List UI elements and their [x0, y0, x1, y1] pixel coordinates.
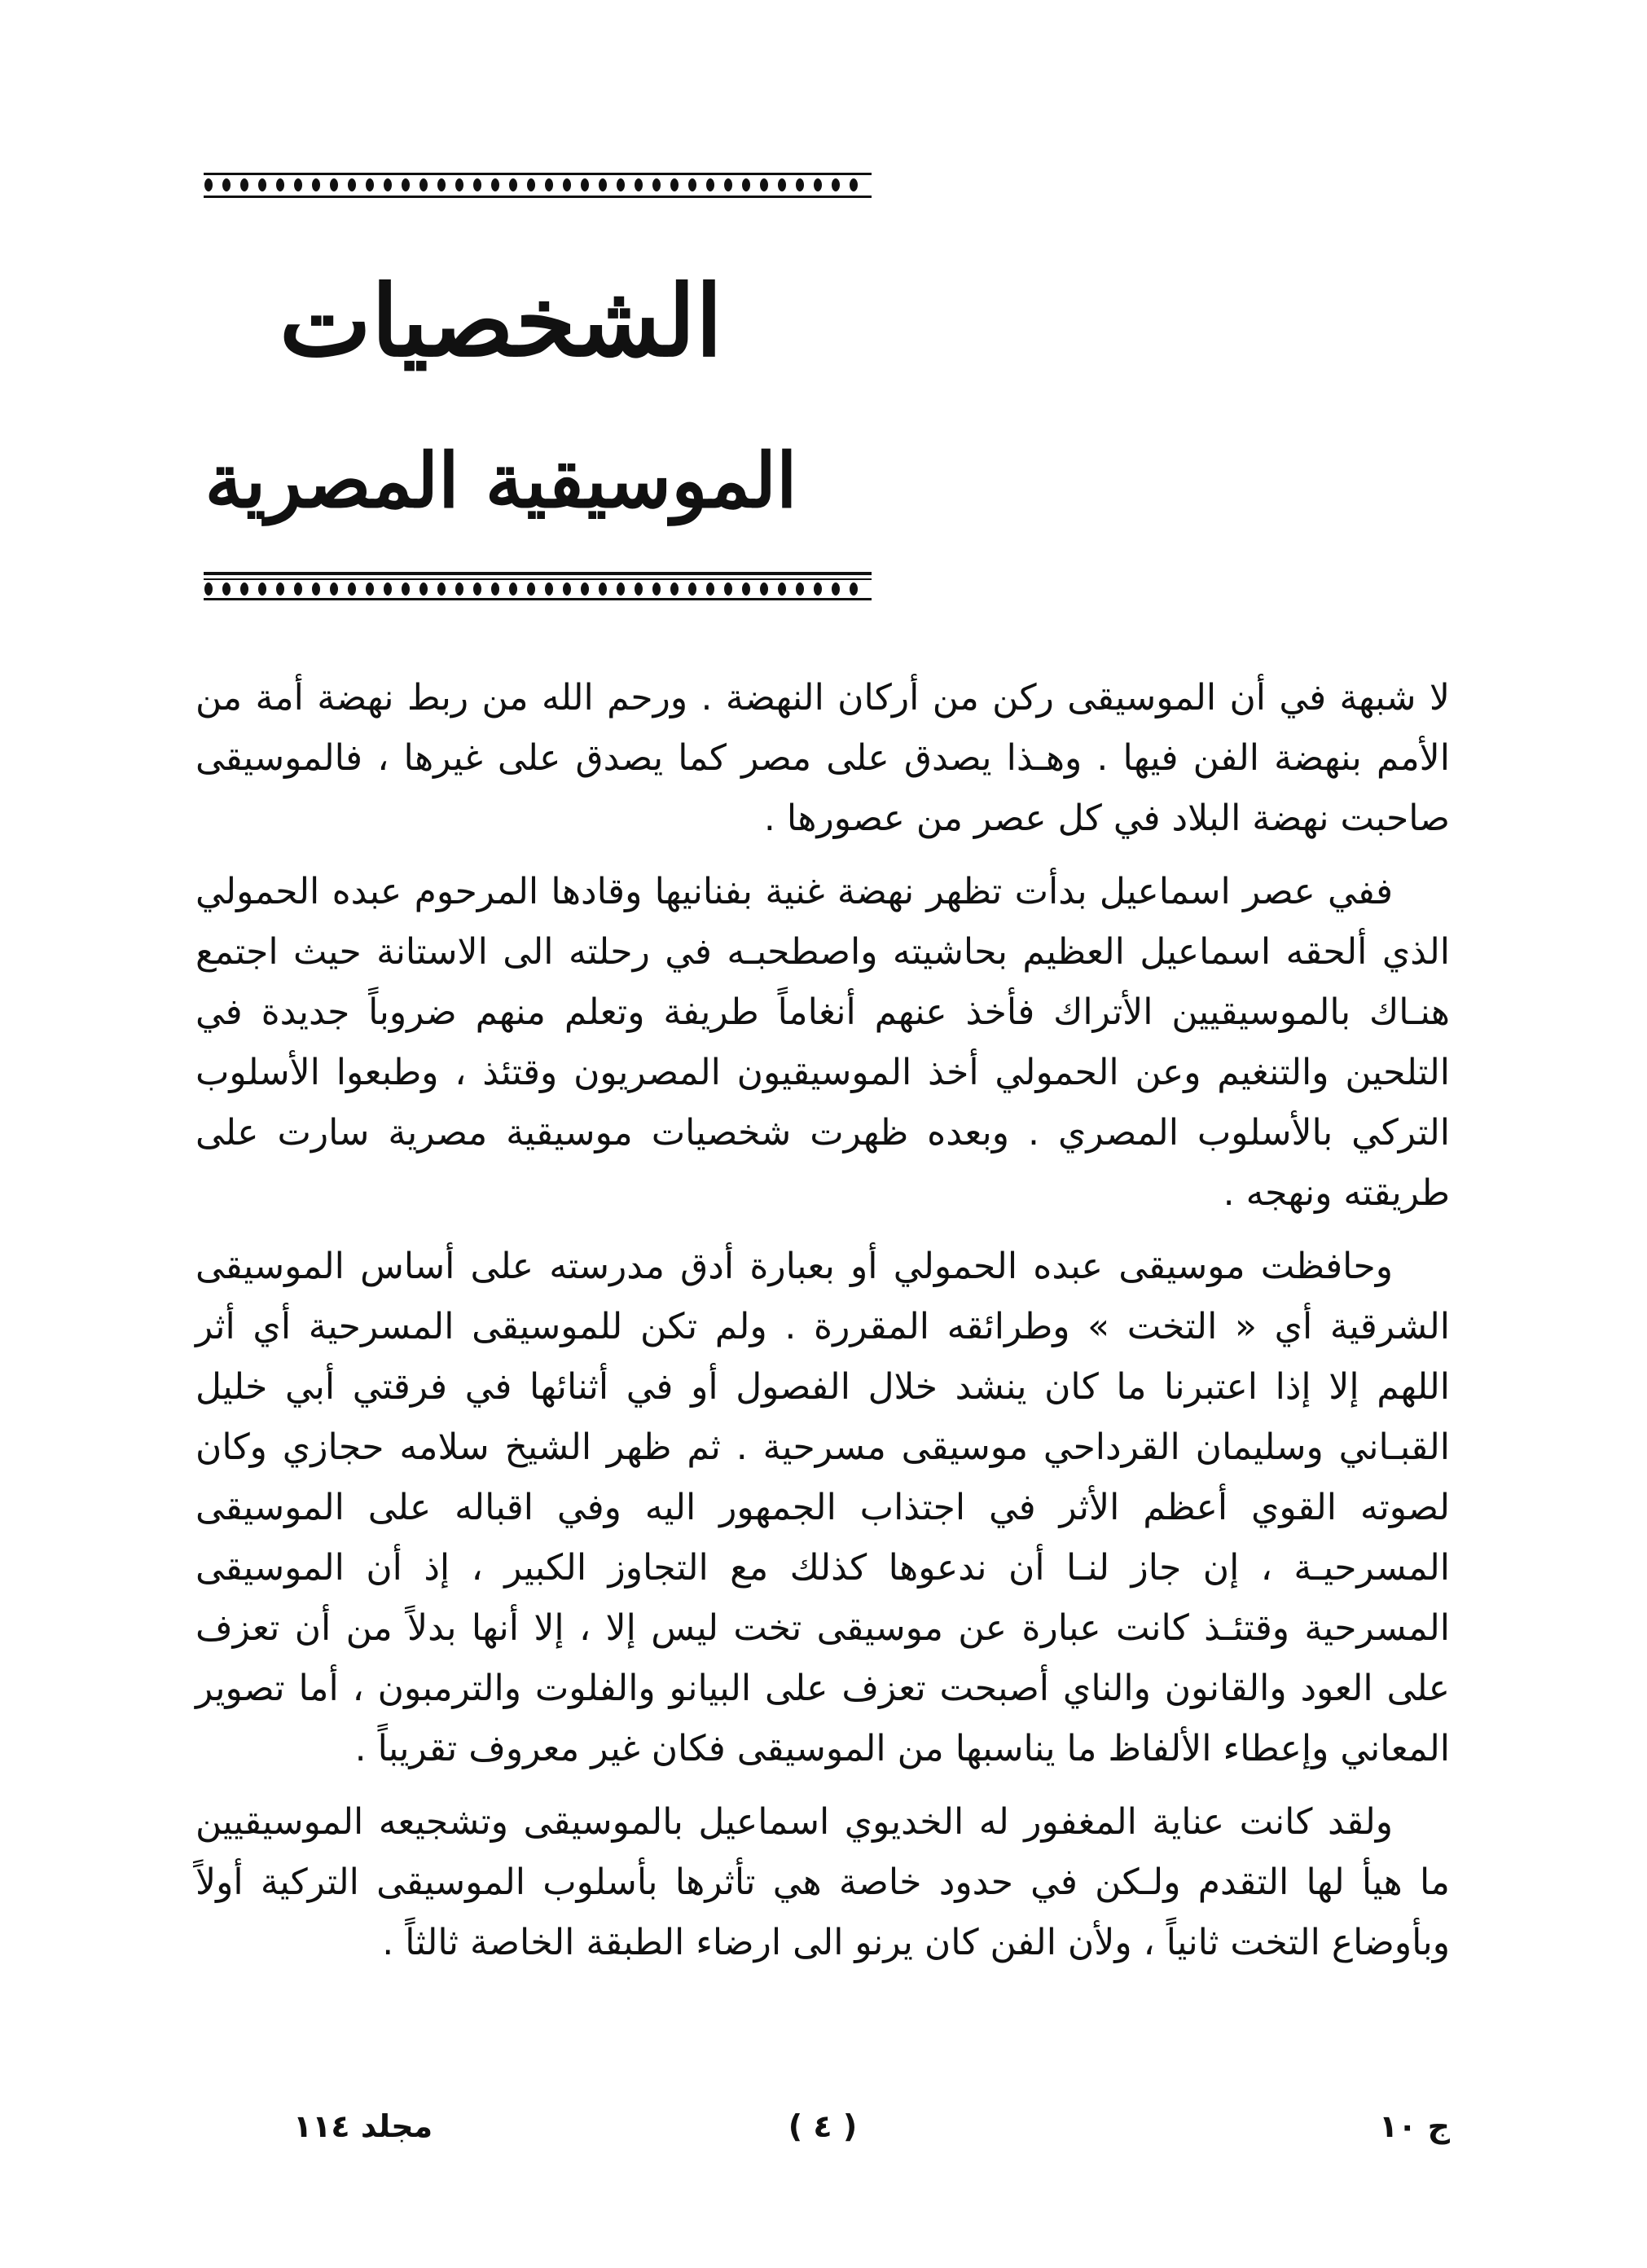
ornament-dot — [814, 582, 822, 596]
ornament-dot — [581, 178, 589, 191]
ornament-dot — [473, 178, 481, 191]
paragraph: ففي عصر اسماعيل بدأت تظهر نهضة غنية بفنانيها وقادها المرحوم عبده الحمولي الذي ألحقه اسماعيل العظيم بحاشيته واصطحبـه في رحلته الى الاستانة حيث اجتمع هنـاك بالموسيقيين الأتراك فأخذ عنهم أنغاماً طريفة وتعلم منهم ضروباً جديدة في التلحين والتنغيم وعن الحمولي أخذ الموسيقيون المصريون وقتئذ ، وطبعوا الأسلوب التركي بالأسلوب المصري . وبعده ظهرت شخصيات موسيقية مصرية سارت على طريقته ونهجه . — [195, 871, 1450, 1214]
ornament-dot — [617, 582, 625, 596]
ornament-dot — [258, 178, 266, 191]
ornament-dot — [276, 582, 284, 596]
ornament-dot — [473, 582, 481, 596]
ornament-dot — [635, 582, 643, 596]
ornament-dot — [652, 582, 661, 596]
ornament-dot — [348, 178, 356, 191]
ornament-dot — [240, 582, 248, 596]
ornament-dot — [366, 582, 374, 596]
ornament-dot — [402, 178, 410, 191]
ornament-dot — [814, 178, 822, 191]
top-ornament-rule — [204, 169, 872, 202]
ornament-dot — [832, 582, 840, 596]
ornament-dot — [724, 178, 732, 191]
ornament-dot — [760, 178, 768, 191]
page-number: ( ٤ ) — [788, 2108, 858, 2144]
ornament-dot — [491, 582, 499, 596]
ornament-dot — [312, 582, 320, 596]
ornament-dot — [724, 582, 732, 596]
ornament-dot — [796, 582, 804, 596]
ornament-dot — [455, 582, 463, 596]
ornament-dot — [312, 178, 320, 191]
ornament-dot — [850, 178, 858, 191]
ornament-dot — [402, 582, 410, 596]
ornament-dot — [850, 582, 858, 596]
paragraph: ولقد كانت عناية المغفور له الخديوي اسماعيل بالموسيقى وتشجيعه الموسيقيين ما هيأ لها التقدم ولـكن في حدود خاصة هي تأثرها بأسلوب الموسيقى التركية أولاً وبأوضاع التخت ثانياً ، ولأن الفن كان يرنو الى ارضاء الطبقة الخاصة ثالثاً . — [195, 1801, 1450, 1963]
page-title: الشخصيات — [279, 264, 723, 379]
ornament-dot — [581, 582, 589, 596]
ornament-dot — [617, 178, 625, 191]
ornament-dot — [222, 582, 231, 596]
ornament-dot — [545, 582, 553, 596]
ornament-dot — [527, 178, 535, 191]
ornament-dot — [706, 582, 714, 596]
ornament-dot — [419, 178, 428, 191]
ornament-dot — [635, 178, 643, 191]
ornament-dot — [509, 582, 517, 596]
volume-number: مجلد ١١٤ — [293, 2108, 433, 2144]
ornament-dot — [491, 178, 499, 191]
ornament-dot — [384, 178, 392, 191]
ornament-dot — [384, 582, 392, 596]
page-footer — [195, 2108, 1450, 2157]
ornament-dot — [455, 178, 463, 191]
ornament-dot — [276, 178, 284, 191]
ornament-dot — [437, 178, 446, 191]
ornament-dot — [706, 178, 714, 191]
ornament-dot — [348, 582, 356, 596]
ornament-dot — [778, 178, 786, 191]
ornament-dot — [688, 582, 696, 596]
ornament-dot — [742, 582, 750, 596]
ornament-dot — [366, 178, 374, 191]
ornament-dot — [688, 178, 696, 191]
ornament-dot — [599, 582, 607, 596]
ornament-dot — [563, 178, 571, 191]
ornament-dot — [258, 582, 266, 596]
page-subtitle: الموسيقية المصرية — [204, 437, 797, 525]
ornament-dot — [437, 582, 446, 596]
ornament-dot — [670, 582, 679, 596]
ornament-dot — [545, 178, 553, 191]
ornament-dot — [294, 582, 302, 596]
ornament-dot — [222, 178, 231, 191]
ornament-dot — [509, 178, 517, 191]
ornament-dot — [240, 178, 248, 191]
ornament-dot — [527, 582, 535, 596]
paragraph: لا شبهة في أن الموسيقى ركن من أركان النهضة . ورحم الله من ربط نهضة أمة من الأمم بنهضة الفن فيها . وهـذا يصدق على مصر كما يصدق على غيرها ، فالموسيقى صاحبت نهضة البلاد في كل عصر من عصورها . — [195, 677, 1450, 839]
ornament-dot — [330, 178, 338, 191]
ornament-dot — [742, 178, 750, 191]
ornament-dot — [670, 178, 679, 191]
ornament-dot — [760, 582, 768, 596]
ornament-dot — [330, 582, 338, 596]
ornament-dot — [599, 178, 607, 191]
ornament-dot — [778, 582, 786, 596]
article-body — [195, 668, 1450, 1986]
bottom-ornament-rule — [204, 570, 872, 603]
ornament-dot — [563, 582, 571, 596]
paragraph: وحافظت موسيقى عبده الحمولي أو بعبارة أدق مدرسته على أساس الموسيقى الشرقية أي « التخت » وطرائقه المقررة . ولم تكن للموسيقى المسرحية أي أثر اللهم إلا إذا اعتبرنا ما كان ينشد خلال الفصول أو في أثنائها في فرقتي أبي خليل القبـاني وسليمان القرداحي موسيقى مسرحية . ثم ظهر الشيخ سلامه حجازي وكان لصوته القوي أعظم الأثر في اجتذاب الجمهور اليه وفي اقباله على الموسيقى المسرحيـة ، إن جاز لنـا أن ندعوها كذلك مع التجاوز الكبير ، إذ أن الموسيقى المسرحية وقتئـذ كانت عبارة عن موسيقى تخت ليس إلا ، إلا أنها بدلاً من أن تعزف على العود والقانون والناي أصبحت تعزف على البيانو والفلوت والترمبون ، أما تصوير المعاني وإعطاء الألفاظ ما يناسبها من الموسيقى فكان غير معروف تقريباً . — [195, 1246, 1450, 1769]
ornament-dot — [204, 178, 213, 191]
ornament-dot — [419, 582, 428, 596]
ornament-dot — [652, 178, 661, 191]
ornament-dot — [204, 582, 213, 596]
part-number: ج ١٠ — [1378, 2108, 1450, 2144]
ornament-dot — [832, 178, 840, 191]
ornament-dot — [294, 178, 302, 191]
ornament-dot — [796, 178, 804, 191]
